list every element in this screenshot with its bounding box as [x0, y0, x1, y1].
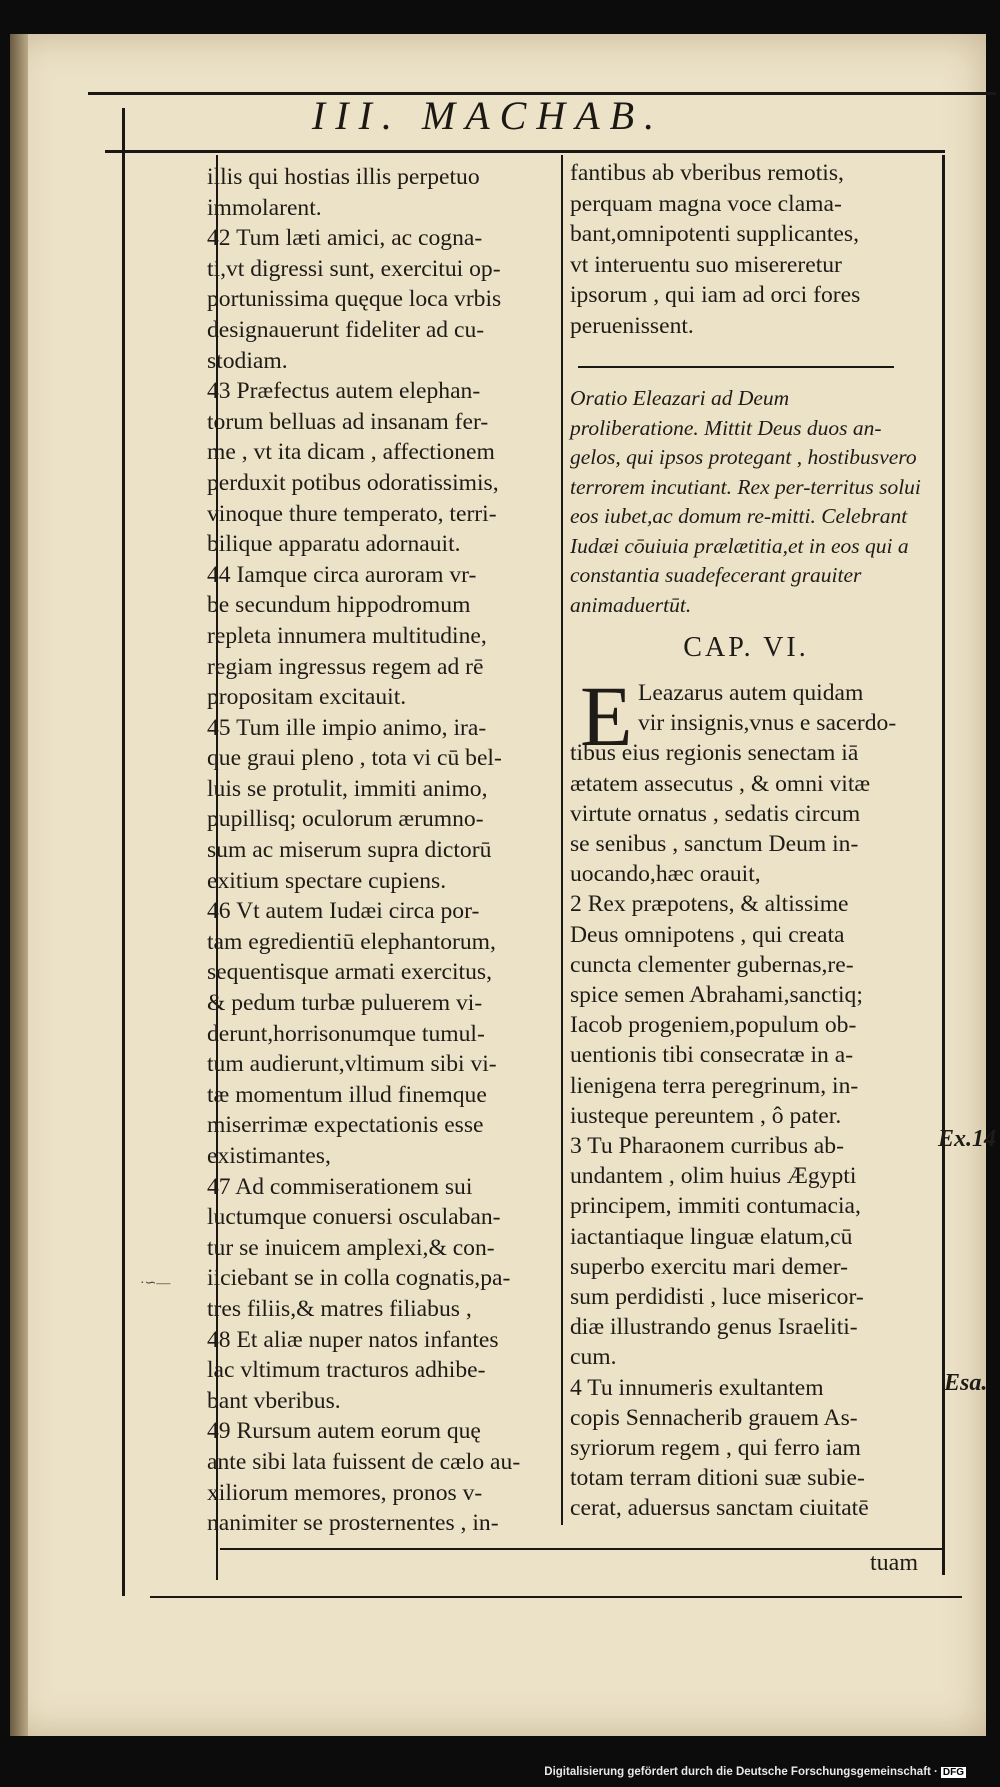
catchword: tuam	[870, 1550, 918, 1576]
text-line: 43 Præfectus autem elephan-	[207, 378, 481, 405]
text-line: luis se protulit, immiti animo,	[207, 775, 488, 802]
text-line: tum audierunt,vltimum sibi vi-	[207, 1051, 497, 1078]
chapter-heading: CAP. VI.	[683, 632, 809, 663]
text-line: ante sibi lata fuissent de cælo au-	[207, 1448, 521, 1475]
text-line: regiam ingressus regem ad rē	[207, 653, 484, 680]
text-line: 45 Tum ille impio animo, ira-	[207, 714, 487, 741]
summary-line: lætitia,et in eos qui a constantia sua	[570, 533, 909, 587]
drop-cap: E	[580, 668, 633, 764]
text-line: exitium spectare cupiens.	[207, 867, 447, 894]
text-line: 3 Tu Pharaonem curribus ab-	[570, 1133, 844, 1160]
summary-line: vero terrorem incutiant. Rex per-	[570, 445, 917, 499]
text-line: lienigena terra peregrinum, in-	[570, 1072, 859, 1099]
text-line: se senibus , sanctum Deum in-	[570, 831, 859, 858]
footer-text: Digitalisierung gefördert durch die Deutsche Forschungsgemeinschaft ·	[544, 1766, 938, 1778]
text-line: ætatem assecutus , & omni vitæ	[570, 770, 871, 797]
text-line: bant vberibus.	[207, 1387, 341, 1414]
text-line: repleta innumera multitudine,	[207, 622, 487, 649]
margin-note-isaiah: Esa.	[944, 1370, 988, 1396]
text-line: Leazarus autem quidam	[638, 680, 864, 706]
text-line: tam egredientiū elephantorum,	[207, 928, 496, 955]
text-line: illis qui hostias illis perpetuo	[207, 164, 480, 190]
text-line: bant,omnipotenti supplicantes,	[570, 221, 859, 248]
column-divider	[561, 155, 563, 1525]
text-line: miserrimæ expectationis esse	[207, 1112, 484, 1139]
text-line: Iacob progeniem,populum ob-	[570, 1012, 857, 1039]
text-line: derunt,horrisonumque tumul-	[207, 1020, 485, 1047]
margin-mark: ·∽—	[140, 1276, 171, 1291]
text-line: 46 Vt autem Iudæi circa por-	[207, 898, 480, 925]
text-line: immolarent.	[207, 194, 322, 221]
text-line: nanimiter se prosternentes , in-	[207, 1510, 499, 1537]
text-line: 2 Rex præpotens, & altissime	[570, 891, 849, 918]
text-line: spice semen Abrahami,sanctiq;	[570, 982, 863, 1009]
text-line: peruenissent.	[570, 312, 694, 339]
text-line: vt interuentu suo misereretur	[570, 251, 842, 278]
summary-rule	[578, 366, 894, 368]
text-line: luctumque conuersi osculaban-	[207, 1204, 501, 1231]
text-line: be secundum hippodromum	[207, 592, 471, 619]
text-line: iusteque pereuntem , ô pater.	[570, 1102, 842, 1129]
bottom-rule	[220, 1548, 942, 1550]
text-line: 44 Iamque circa auroram vr-	[207, 561, 477, 588]
text-line: undantem , olim huius Ægypti	[570, 1163, 857, 1190]
text-line: uocando,hæc orauit,	[570, 861, 761, 888]
text-line: & pedum turbæ puluerem vi-	[207, 990, 483, 1017]
text-line: 4 Tu innumeris exultantem	[570, 1374, 824, 1401]
text-line: perquam magna voce clama-	[570, 190, 842, 217]
margin-note-exodus: Ex.14	[938, 1126, 997, 1152]
text-line: sum perdidisti , luce misericor-	[570, 1284, 864, 1311]
text-line: tæ momentum illud finemque	[207, 1081, 487, 1108]
text-line: iactantiaque linguæ elatum,cū	[570, 1223, 853, 1250]
digitization-footer	[544, 1766, 966, 1778]
text-line: sum ac miserum supra dictorū	[207, 837, 492, 864]
text-line: totam terram ditioni suæ subie-	[570, 1465, 865, 1492]
text-line: tur se inuicem amplexi,& con-	[207, 1234, 495, 1261]
text-line: xiliorum memores, pronos v-	[207, 1479, 483, 1506]
text-line: designauerunt fideliter ad cu-	[207, 316, 485, 343]
text-line: diæ illustrando genus Israeliti-	[570, 1314, 858, 1341]
text-line: vinoque thure temperato, terri-	[207, 500, 497, 527]
running-title: III. MACHAB.	[311, 93, 665, 138]
text-line: virtute ornatus , sedatis circum	[570, 800, 861, 827]
summary-line: defecerant grauiter animaduertūt.	[570, 563, 862, 617]
text-line: perduxit potibus odoratissimis,	[207, 469, 499, 496]
summary-line: mitti. Celebrant Iudæi cōuiuia præ	[570, 504, 908, 558]
text-line: fantibus ab vberibus remotis,	[570, 160, 844, 186]
text-line: sequentisque armati exercitus,	[207, 959, 492, 986]
text-line: cerat, aduersus sanctam ciuitatē	[570, 1495, 869, 1522]
right-column-top	[570, 158, 922, 342]
summary-line: Oratio Eleazari ad Deum pro	[570, 386, 790, 440]
text-line: pupillisq; oculorum ærumno-	[207, 806, 484, 833]
text-line: 48 Et aliæ nuper natos infantes	[207, 1326, 499, 1353]
text-line: superbo exercitu mari demer-	[570, 1253, 848, 1280]
text-line: ipsorum , qui iam ad orci fores	[570, 282, 861, 309]
text-line: iiciebant se in colla cognatis,pa-	[207, 1265, 511, 1292]
text-line: vir insignis,vnus e sacerdo-	[638, 710, 897, 737]
text-line: 47 Ad commiserationem sui	[207, 1173, 473, 1200]
text-line: bilique apparatu adornauit.	[207, 531, 461, 558]
chapter-summary	[570, 384, 922, 620]
text-line: 49 Rursum autem eorum quę	[207, 1418, 481, 1445]
text-line: lac vltimum tracturos adhibe-	[207, 1357, 486, 1384]
text-line: stodiam.	[207, 347, 288, 374]
dfg-logo: DFG	[942, 1767, 964, 1778]
text-line: syriorum regem , qui ferro iam	[570, 1435, 861, 1462]
text-line: torum belluas ad insanam fer-	[207, 408, 489, 435]
frame-left-rule	[122, 108, 125, 1596]
text-line: principem, immiti contumacia,	[570, 1193, 861, 1220]
left-column	[207, 162, 555, 1539]
text-line: uentionis tibi consecratæ in a-	[570, 1042, 854, 1069]
text-line: 42 Tum læti amici, ac cogna-	[207, 225, 483, 252]
page-spine-edge	[10, 34, 28, 1736]
text-line: ti,vt digressi sunt, exercitui op-	[207, 255, 501, 282]
text-line: existimantes,	[207, 1143, 331, 1169]
text-line: que graui pleno , tota vi cū bel-	[207, 745, 502, 772]
text-line: propositam excitauit.	[207, 684, 407, 711]
text-line: cum.	[570, 1344, 617, 1371]
chapter-body	[570, 668, 922, 1524]
summary-line: territus solui eos iubet,ac domum re-	[570, 474, 921, 528]
text-line: portunissima quęque loca vrbis	[207, 286, 502, 313]
text-line: copis Sennacherib grauem As-	[570, 1404, 858, 1431]
summary-line: gelos, qui ipsos protegant , hostibus	[570, 445, 880, 469]
text-line: tres filiis,& matres filiabus ,	[207, 1295, 472, 1322]
summary-line: liberatione. Mittit Deus duos an-	[599, 415, 882, 440]
frame-right-rule	[942, 155, 945, 1575]
text-line: me , vt ita dicam , affectionem	[207, 439, 495, 466]
text-line: Deus omnipotens , qui creata	[570, 921, 845, 948]
text-line: cuncta clementer gubernas,re-	[570, 951, 854, 978]
header-rule	[105, 150, 945, 153]
bottom-frame-rule	[150, 1596, 962, 1598]
text-line: tibus eius regionis senectam iā	[570, 740, 859, 767]
